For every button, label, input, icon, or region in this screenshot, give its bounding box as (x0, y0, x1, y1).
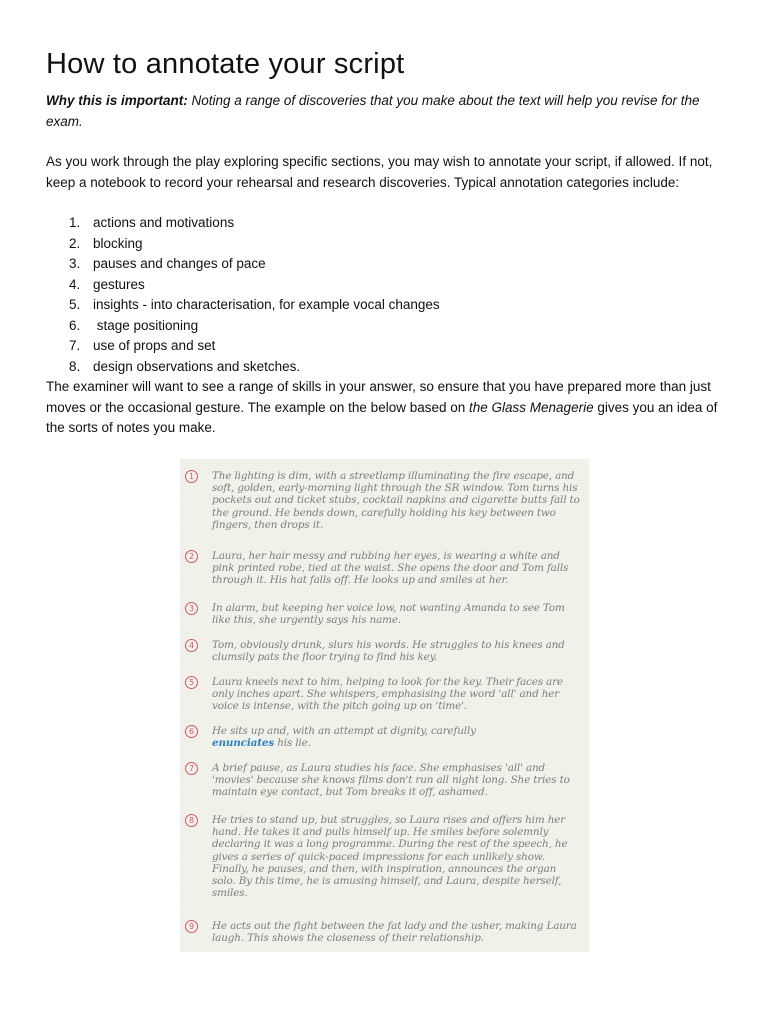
list-number: 5. (69, 297, 81, 312)
circled-number-marker: 4 (185, 639, 198, 652)
list-number: 3. (69, 256, 81, 271)
note-text: Laura kneels next to him, helping to look for the key. Their faces are only inches apart. She whispers, emphasising the word 'all' and her voice is intense, with the pitch going up on 'time'. (212, 676, 563, 713)
note-text (212, 725, 582, 749)
circled-number-marker: 5 (185, 676, 198, 689)
list-item (46, 316, 440, 337)
list-item-text: actions and motivations (93, 215, 235, 230)
note-text: The lighting is dim, with a streetlamp illuminating the fire escape, and soft, golden, early-morning light through the SR window. Tom turns his pockets out and ticket stubs, cocktail napkins and cigarette butts fall to the ground. He bends down, carefully holding his key between two fingers, then drops it. (212, 470, 580, 531)
circled-number-marker: 6 (185, 725, 198, 738)
examiner-paragraph (46, 377, 726, 439)
circled-number-marker: 1 (185, 470, 198, 483)
list-number: 2. (69, 235, 81, 251)
circled-number-marker: 8 (185, 814, 198, 827)
highlighted-term: enunciates (212, 737, 275, 750)
why-important-paragraph (46, 91, 716, 132)
list-number: 7. (69, 338, 81, 353)
note-text: Laura, her hair messy and rubbing her eyes, is wearing a white and pink printed robe, tied at the waist. She opens the door and Tom falls through it. His hat falls off. He looks up and smiles at her. (212, 550, 569, 587)
annotated-notes-image (180, 459, 589, 952)
intro-paragraph: As you work through the play exploring specific sections, you may wish to annotate your script, if allowed. If not, keep a notebook to record your rehearsal and research discoveries. Typical annotation categories include: (46, 154, 713, 190)
list-item (46, 295, 440, 316)
why-important-text: Noting a range of discoveries that you make about the text will help you revise for the exam. (46, 93, 700, 129)
note-text: He tries to stand up, but struggles, so Laura rises and offers him her hand. He takes it and pulls himself up. He smiles before solemnly declaring it was a long programme. During the rest of the speech, he gives a series of quick-paced impressions for each unlikely show. Finally, he pauses, and then, with inspiration, announces the organ solo. By this time, he is amusing himself, and Laura, despite herself, smiles. (212, 814, 568, 900)
list-item-text: pauses and changes of pace (93, 256, 266, 271)
examiner-text-after: gives you an idea of the sorts of notes you make. (46, 399, 718, 435)
note-text: In alarm, but keeping her voice low, not wanting Amanda to see Tom like this, she urgently says his name. (212, 602, 565, 627)
list-number: 8. (69, 358, 81, 374)
list-item (46, 357, 440, 378)
circled-number-marker: 3 (185, 602, 198, 615)
list-item (46, 254, 440, 275)
note-text-before: He sits up and, with an attempt at dignity, carefully (212, 725, 476, 737)
list-number: 1. (69, 215, 81, 230)
circled-number-marker: 7 (185, 762, 198, 775)
list-number: 6. (69, 317, 81, 333)
why-important-label: Why this is important: (46, 93, 188, 108)
examiner-text-before: The examiner will want to see a range of skills in your answer, so ensure that you have prepared more than just moves or the occasional gesture. The example on the below based on (46, 379, 711, 415)
page-title: How to annotate your script (46, 48, 405, 80)
annotation-categories-list (46, 213, 440, 377)
list-item (46, 275, 440, 296)
note-text-after: his lie. (274, 737, 311, 750)
list-item-text: blocking (93, 235, 143, 251)
play-title: the Glass Menagerie (469, 399, 594, 415)
note-text: He acts out the fight between the fat lady and the usher, making Laura laugh. This shows the closeness of their relationship. (212, 920, 577, 945)
note-text: Tom, obviously drunk, slurs his words. He struggles to his knees and clumsily pats the floor trying to find his key. (212, 639, 565, 664)
list-item (46, 213, 440, 234)
list-number: 4. (69, 276, 81, 292)
list-item-text: gestures (93, 276, 145, 292)
list-item-text: stage positioning (93, 317, 199, 333)
note-text: A brief pause, as Laura studies his face. She emphasises 'all' and 'movies' because she knows films don't run all night long. She tries to maintain eye contact, but Tom breaks it off, ashamed. (212, 762, 570, 799)
list-item-text: insights - into characterisation, for example vocal changes (93, 297, 440, 312)
list-item (46, 336, 440, 357)
list-item-text: design observations and sketches. (93, 358, 301, 374)
circled-number-marker: 9 (185, 920, 198, 933)
list-item-text: use of props and set (93, 338, 216, 353)
list-item (46, 234, 440, 255)
circled-number-marker: 2 (185, 550, 198, 563)
